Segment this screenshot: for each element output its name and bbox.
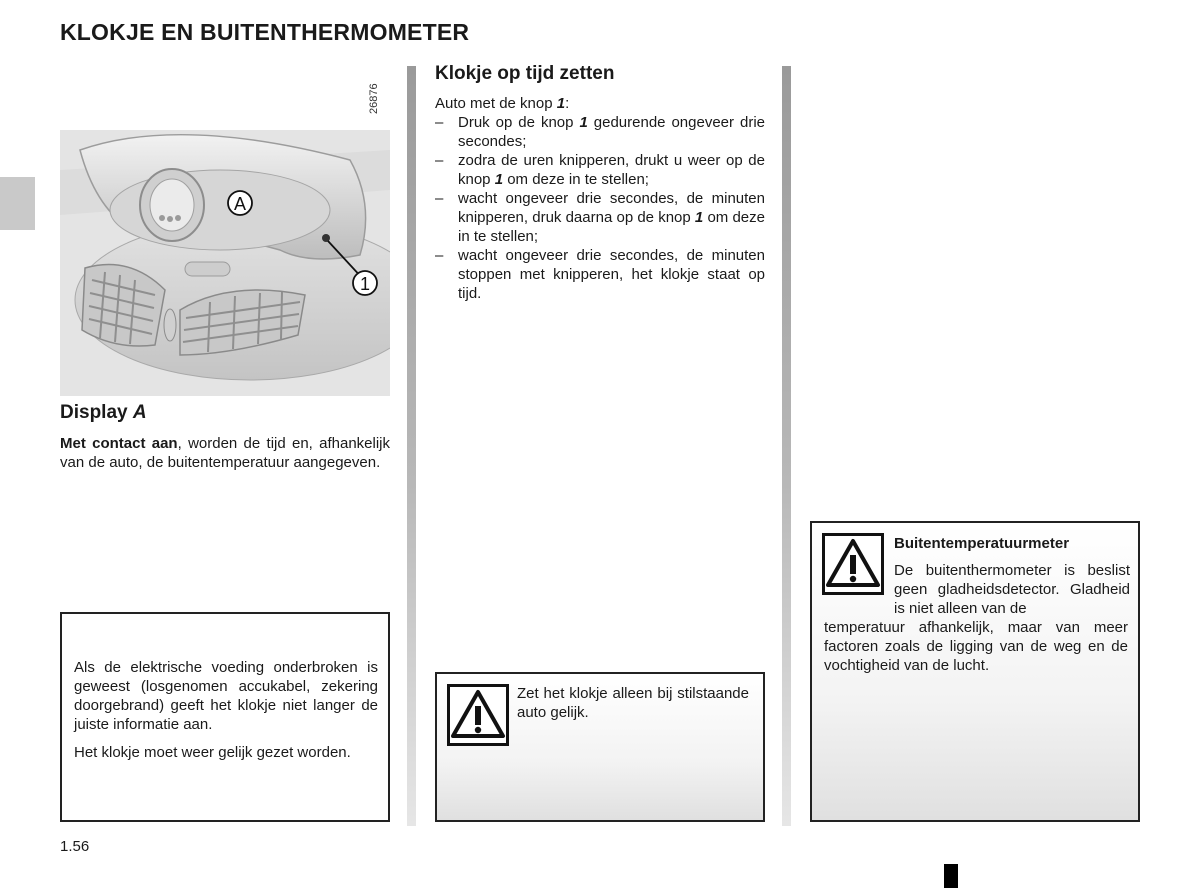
dashboard-drawing [60,130,390,396]
thermometer-warning-title: Buitentemperatuurmeter [894,535,1070,552]
column-divider-left [407,66,416,826]
thermometer-warning-note [810,521,1140,822]
display-text-bold: Met contact aan [60,435,178,452]
display-description [60,434,390,472]
dashboard-illustration [60,130,390,396]
display-heading [60,402,390,424]
clock-intro-ref: 1 [556,95,566,112]
display-heading-ref: A [132,402,147,423]
figure-code: 26876 [368,83,380,114]
power-note-paragraph-1: Als de elektrische voeding onderbroken is geweest (losgenomen accukabel, zekering doorgebrand) geeft het klokje niet langer de juiste informatie aan. [74,659,378,733]
power-note-paragraph-2: Het klokje moet weer gelijk gezet worden. [74,744,351,761]
clock-warning-note [435,672,765,822]
warning-triangle-icon [822,533,884,595]
clock-heading: Klokje op tijd zetten [435,63,615,84]
label-a-text: A [233,194,247,214]
display-text-rest: , worden de tijd en, afhankelijk van de auto, de buitentemperatuur aangegeven. [60,435,391,471]
page-number: 1.56 [60,838,90,855]
list-dash: – [435,152,444,169]
clock-intro-colon: : [565,95,570,112]
list-dash: – [435,114,444,131]
clock-instructions [435,94,765,303]
power-interruption-note [60,612,390,822]
chapter-tab [0,177,35,230]
list-item: – zodra de uren knipperen, drukt u weer op de knop 1 om deze in te stellen; [435,152,765,188]
clock-warning-text: Zet het klokje alleen bij stilstaande auto gelijk. [517,685,749,721]
list-dash: – [435,247,444,264]
page-title: KLOKJE EN BUITENTHERMOMETER [60,19,470,45]
list-item: – wacht ongeveer drie secondes, de minuten knipperen, druk daarna op de knop 1 om deze in te stellen; [435,190,765,245]
list-item: – Druk op de knop 1 gedurende ongeveer drie secondes; [435,114,765,150]
thermometer-warning-text-first: De buitenthermometer is beslist geen gladheidsdetector. Gladheid is niet alleen van de [894,562,1130,617]
label-1-marker [353,271,377,295]
label-a-marker [228,191,252,215]
warning-triangle-icon [447,684,509,746]
list-item: – wacht ongeveer drie secondes, de minuten stoppen met knipperen, het klokje staat op tijd. [435,247,765,302]
page-edge-marker [944,864,958,888]
thermometer-warning-text-rest: temperatuur afhankelijk, maar van meer factoren zoals de ligging van de weg en de vochtigheid van de lucht. [824,619,1128,674]
clock-steps [435,113,765,303]
column-divider-right [782,66,791,826]
label-1-text: 1 [359,274,371,294]
clock-intro-text: Auto met de knop [435,95,557,112]
display-heading-text: Display [60,402,133,423]
list-dash: – [435,190,444,207]
clock-intro [435,94,765,113]
